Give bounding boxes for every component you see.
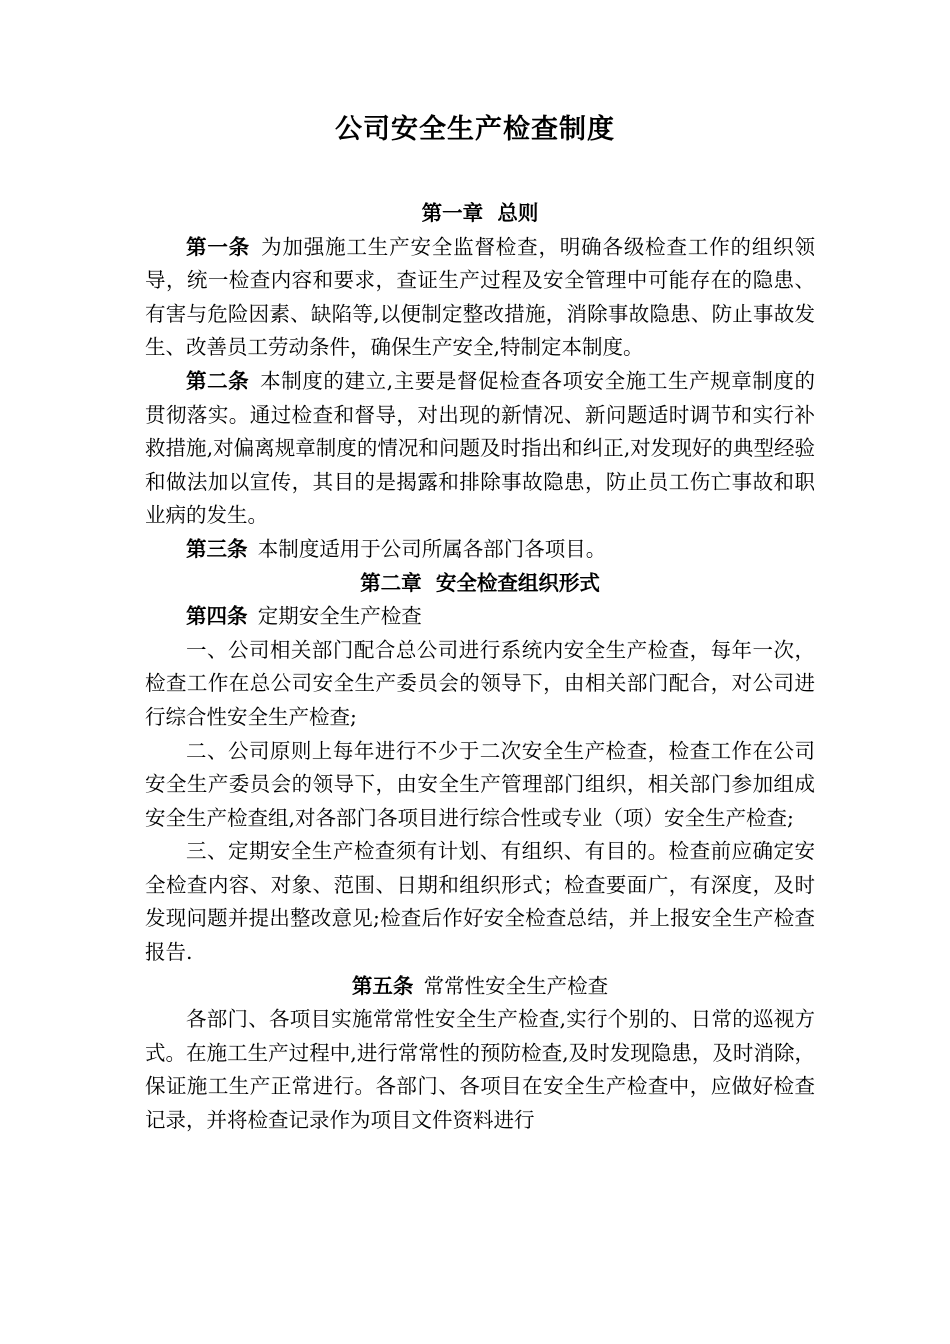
article-4-label: 第四条 [186, 604, 248, 629]
article-4 [145, 600, 815, 634]
document-body [145, 197, 815, 1138]
article-4-text: 定期安全生产检查 [257, 604, 422, 629]
article-2-label: 第二条 [186, 368, 250, 393]
article-2-text: 本制度的建立,主要是督促检查各项安全施工生产规章制度的贯彻落实。通过检查和督导，对出现的新情况、新问题适时调节和实行补救措施,对偏离规章制度的情况和问题及时指出和纠正,对发现好的典型经验和做法加以宣传，其目的是揭露和排除事故隐患，防止员工伤亡事故和职业病的发生。 [145, 368, 816, 528]
article-2 [145, 365, 815, 533]
chapter-2-heading: 第二章 安全检查组织形式 [360, 570, 600, 595]
article-3-text: 本制度适用于公司所属各部门各项目。 [257, 536, 607, 561]
article-4-item-3: 三、定期安全生产检查须有计划、有组织、有目的。检查前应确定安全检查内容、对象、范围、日期和组织形式；检查要面广，有深度，及时发现问题并提出整改意见;检查后作好安全检查总结，并上报安全生产检查报告. [145, 839, 815, 965]
article-4-item-2: 二、公司原则上每年进行不少于二次安全生产检查，检查工作在公司安全生产委员会的领导下，由安全生产管理部门组织，相关部门参加组成安全生产检查组,对各部门各项目进行综合性或专业（项）安全生产检查; [145, 738, 815, 830]
chapter-1-heading: 第一章 总则 [421, 201, 539, 225]
article-1-label: 第一条 [186, 234, 251, 259]
article-5-text: 常常性安全生产检查 [423, 973, 609, 998]
article-1-text: 为加强施工生产安全监督检查，明确各级检查工作的组织领导，统一检查内容和要求，查证生产过程及安全管理中可能存在的隐患、有害与危险因素、缺陷等,以便制定整改措施，消除事故隐患、防止事故发生、改善员工劳动条件，确保生产安全,特制定本制度。 [145, 234, 816, 360]
article-3 [145, 533, 815, 567]
article-5-body: 各部门、各项目实施常常性安全生产检查,实行个别的、日常的巡视方式。在施工生产过程中,进行常常性的预防检查,及时发现隐患，及时消除，保证施工生产正常进行。各部门、各项目在安全生产检查中，应做好检查记录，并将检查记录作为项目文件资料进行 [145, 1007, 815, 1133]
article-3-label: 第三条 [186, 536, 248, 561]
article-5-label: 第五条 [351, 973, 414, 998]
document-title: 公司安全生产检查制度 [335, 114, 615, 145]
article-1 [145, 231, 815, 365]
article-4-item-1: 一、公司相关部门配合总公司进行系统内安全生产检查，每年一次，检查工作在总公司安全生产委员会的领导下，由相关部门配合，对公司进行综合性安全生产检查; [145, 637, 815, 729]
article-5-heading [145, 970, 815, 1004]
